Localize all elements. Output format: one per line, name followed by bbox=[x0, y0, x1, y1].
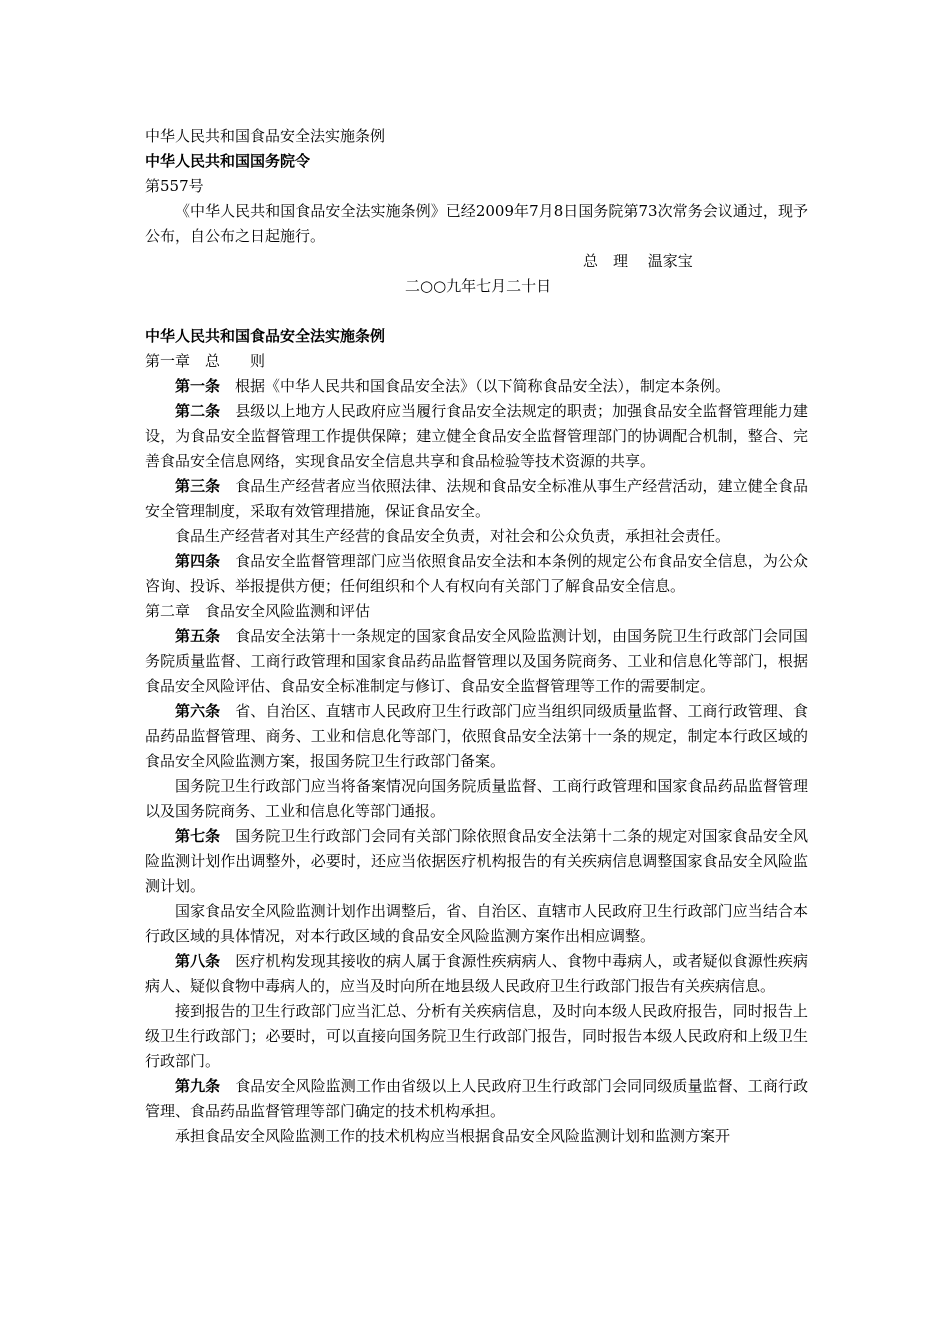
decree-number: 第557号 bbox=[145, 177, 204, 195]
article-text: 医疗机构发现其接收的病人属于食源性疾病病人、食物中毒病人，或者疑似食源性疾病病人、疑似食物中毒病人的，应当及时向所在地县级人民政府卫生行政部门报告有关疾病信息。 bbox=[145, 952, 808, 995]
document-title: 中华人民共和国食品安全法实施条例 bbox=[145, 127, 386, 145]
article-label: 第二条 bbox=[175, 402, 221, 420]
chapter-heading: 第一章 总 则 bbox=[145, 352, 266, 370]
article-text: 县级以上地方人民政府应当履行食品安全法规定的职责；加强食品安全监督管理能力建设，为食品安全监督管理工作提供保障；建立健全食品安全监督管理部门的协调配合机制，整合、完善食品安全信息网络，实现食品安全信息共享和食品检验等技术资源的共享。 bbox=[145, 402, 808, 470]
signatory: 总 理 温家宝 bbox=[583, 252, 693, 270]
article bbox=[145, 949, 808, 999]
article bbox=[145, 399, 808, 474]
article-label: 第三条 bbox=[175, 477, 221, 495]
article-paragraph: 国家食品安全风险监测计划作出调整后，省、自治区、直辖市人民政府卫生行政部门应当结合本行政区域的具体情况，对本行政区域的食品安全风险监测方案作出相应调整。 bbox=[145, 902, 808, 945]
article-text: 省、自治区、直辖市人民政府卫生行政部门应当组织同级质量监督、工商行政管理、食品药品监督管理、商务、工业和信息化等部门，依照食品安全法第十一条的规定，制定本行政区域的食品安全风险监测方案，报国务院卫生行政部门备案。 bbox=[145, 702, 808, 770]
article bbox=[145, 824, 808, 899]
article-text: 根据《中华人民共和国食品安全法》（以下简称食品安全法），制定本条例。 bbox=[235, 377, 731, 395]
article-label: 第八条 bbox=[175, 952, 221, 970]
chapter-heading: 第二章 食品安全风险监测和评估 bbox=[145, 602, 371, 620]
article bbox=[145, 1074, 808, 1124]
article-paragraph: 食品生产经营者对其生产经营的食品安全负责，对社会和公众负责，承担社会责任。 bbox=[175, 527, 731, 545]
article bbox=[145, 549, 808, 599]
article bbox=[145, 374, 808, 399]
article-text: 食品安全风险监测工作由省级以上人民政府卫生行政部门会同同级质量监督、工商行政管理、食品药品监督管理等部门确定的技术机构承担。 bbox=[145, 1077, 808, 1120]
article-label: 第七条 bbox=[175, 827, 221, 845]
article-text: 国务院卫生行政部门会同有关部门除依照食品安全法第十二条的规定对国家食品安全风险监测计划作出调整外，必要时，还应当依据医疗机构报告的有关疾病信息调整国家食品安全风险监测计划。 bbox=[145, 827, 808, 895]
article bbox=[145, 699, 808, 774]
article-paragraph: 国务院卫生行政部门应当将备案情况向国务院质量监督、工商行政管理和国家食品药品监督管理以及国务院商务、工业和信息化等部门通报。 bbox=[145, 777, 808, 820]
article-label: 第九条 bbox=[175, 1077, 221, 1095]
spacer bbox=[145, 299, 808, 324]
article-label: 第四条 bbox=[175, 552, 221, 570]
article-paragraph: 接到报告的卫生行政部门应当汇总、分析有关疾病信息，及时向本级人民政府报告，同时报告上级卫生行政部门；必要时，可以直接向国务院卫生行政部门报告，同时报告本级人民政府和上级卫生行政部门。 bbox=[145, 1002, 808, 1070]
article-text: 食品安全法第十一条规定的国家食品安全风险监测计划，由国务院卫生行政部门会同国务院质量监督、工商行政管理和国家食品药品监督管理以及国务院商务、工业和信息化等部门，根据食品安全风险评估、食品安全标准制定与修订、食品安全监督管理等工作的需要制定。 bbox=[145, 627, 808, 695]
article-label: 第六条 bbox=[175, 702, 221, 720]
body-title: 中华人民共和国食品安全法实施条例 bbox=[145, 327, 386, 345]
article-label: 第一条 bbox=[175, 377, 221, 395]
article-text: 食品生产经营者应当依照法律、法规和食品安全标准从事生产经营活动，建立健全食品安全管理制度，采取有效管理措施，保证食品安全。 bbox=[145, 477, 808, 520]
article-label: 第五条 bbox=[175, 627, 221, 645]
decree-date: 二○○九年七月二十日 bbox=[405, 277, 552, 295]
article bbox=[145, 474, 808, 524]
article-text: 食品安全监督管理部门应当依照食品安全法和本条例的规定公布食品安全信息，为公众咨询、投诉、举报提供方便；任何组织和个人有权向有关部门了解食品安全信息。 bbox=[145, 552, 808, 595]
decree-text: 《中华人民共和国食品安全法实施条例》已经2009年7月8日国务院第73次常务会议通过，现予公布，自公布之日起施行。 bbox=[145, 202, 808, 245]
article bbox=[145, 624, 808, 699]
decree-org: 中华人民共和国国务院令 bbox=[145, 152, 311, 170]
article-paragraph: 承担食品安全风险监测工作的技术机构应当根据食品安全风险监测计划和监测方案开 bbox=[175, 1127, 731, 1145]
document-page bbox=[145, 124, 808, 1149]
